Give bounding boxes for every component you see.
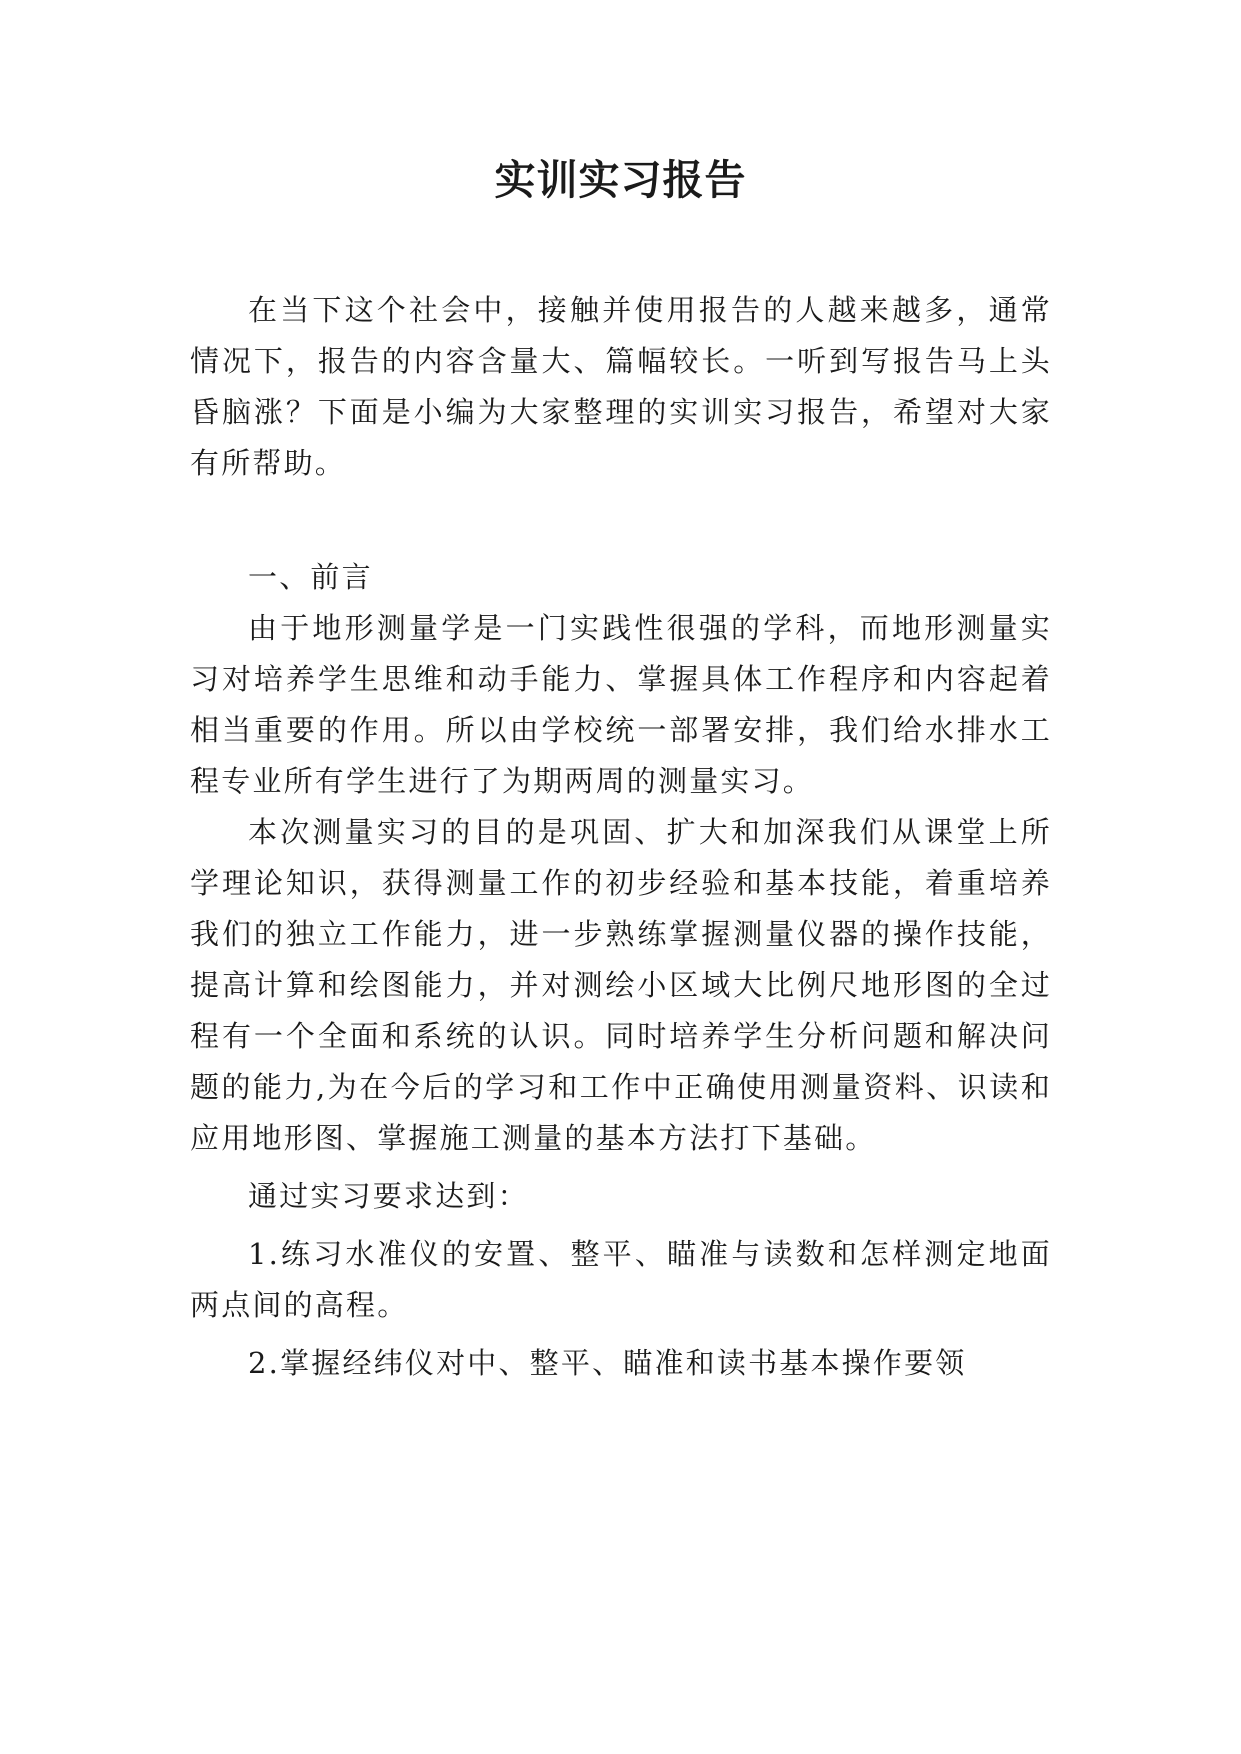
- intro-paragraph: 在当下这个社会中，接触并使用报告的人越来越多，通常情况下，报告的内容含量大、篇幅较长。一听到写报告马上头昏脑涨？下面是小编为大家整理的实训实习报告，希望对大家有所帮助。: [190, 293, 1052, 480]
- document-body: [190, 285, 1052, 1389]
- section-heading: 一、前言: [248, 560, 373, 594]
- list-item: 1.练习水准仪的安置、整平、瞄准与读数和怎样测定地面两点间的高程。: [190, 1237, 1052, 1322]
- requirements-lead-in: 通过实习要求达到：: [248, 1179, 529, 1213]
- body-paragraph: 由于地形测量学是一门实践性很强的学科，而地形测量实习对培养学生思维和动手能力、掌握具体工作程序和内容起着相当重要的作用。所以由学校统一部署安排，我们给水排水工程专业所有学生进行了为期两周的测量实习。: [190, 611, 1052, 798]
- body-paragraph: 本次测量实习的目的是巩固、扩大和加深我们从课堂上所学理论知识，获得测量工作的初步经验和基本技能，着重培养我们的独立工作能力，进一步熟练掌握测量仪器的操作技能，提高计算和绘图能力，并对测绘小区域大比例尺地形图的全过程有一个全面和系统的认识。同时培养学生分析问题和解决问题的能力,为在今后的学习和工作中正确使用测量资料、识读和应用地形图、掌握施工测量的基本方法打下基础。: [190, 815, 1052, 1155]
- list-item: 2.掌握经纬仪对中、整平、瞄准和读书基本操作要领: [248, 1346, 967, 1380]
- document-title: 实训实习报告: [494, 156, 747, 204]
